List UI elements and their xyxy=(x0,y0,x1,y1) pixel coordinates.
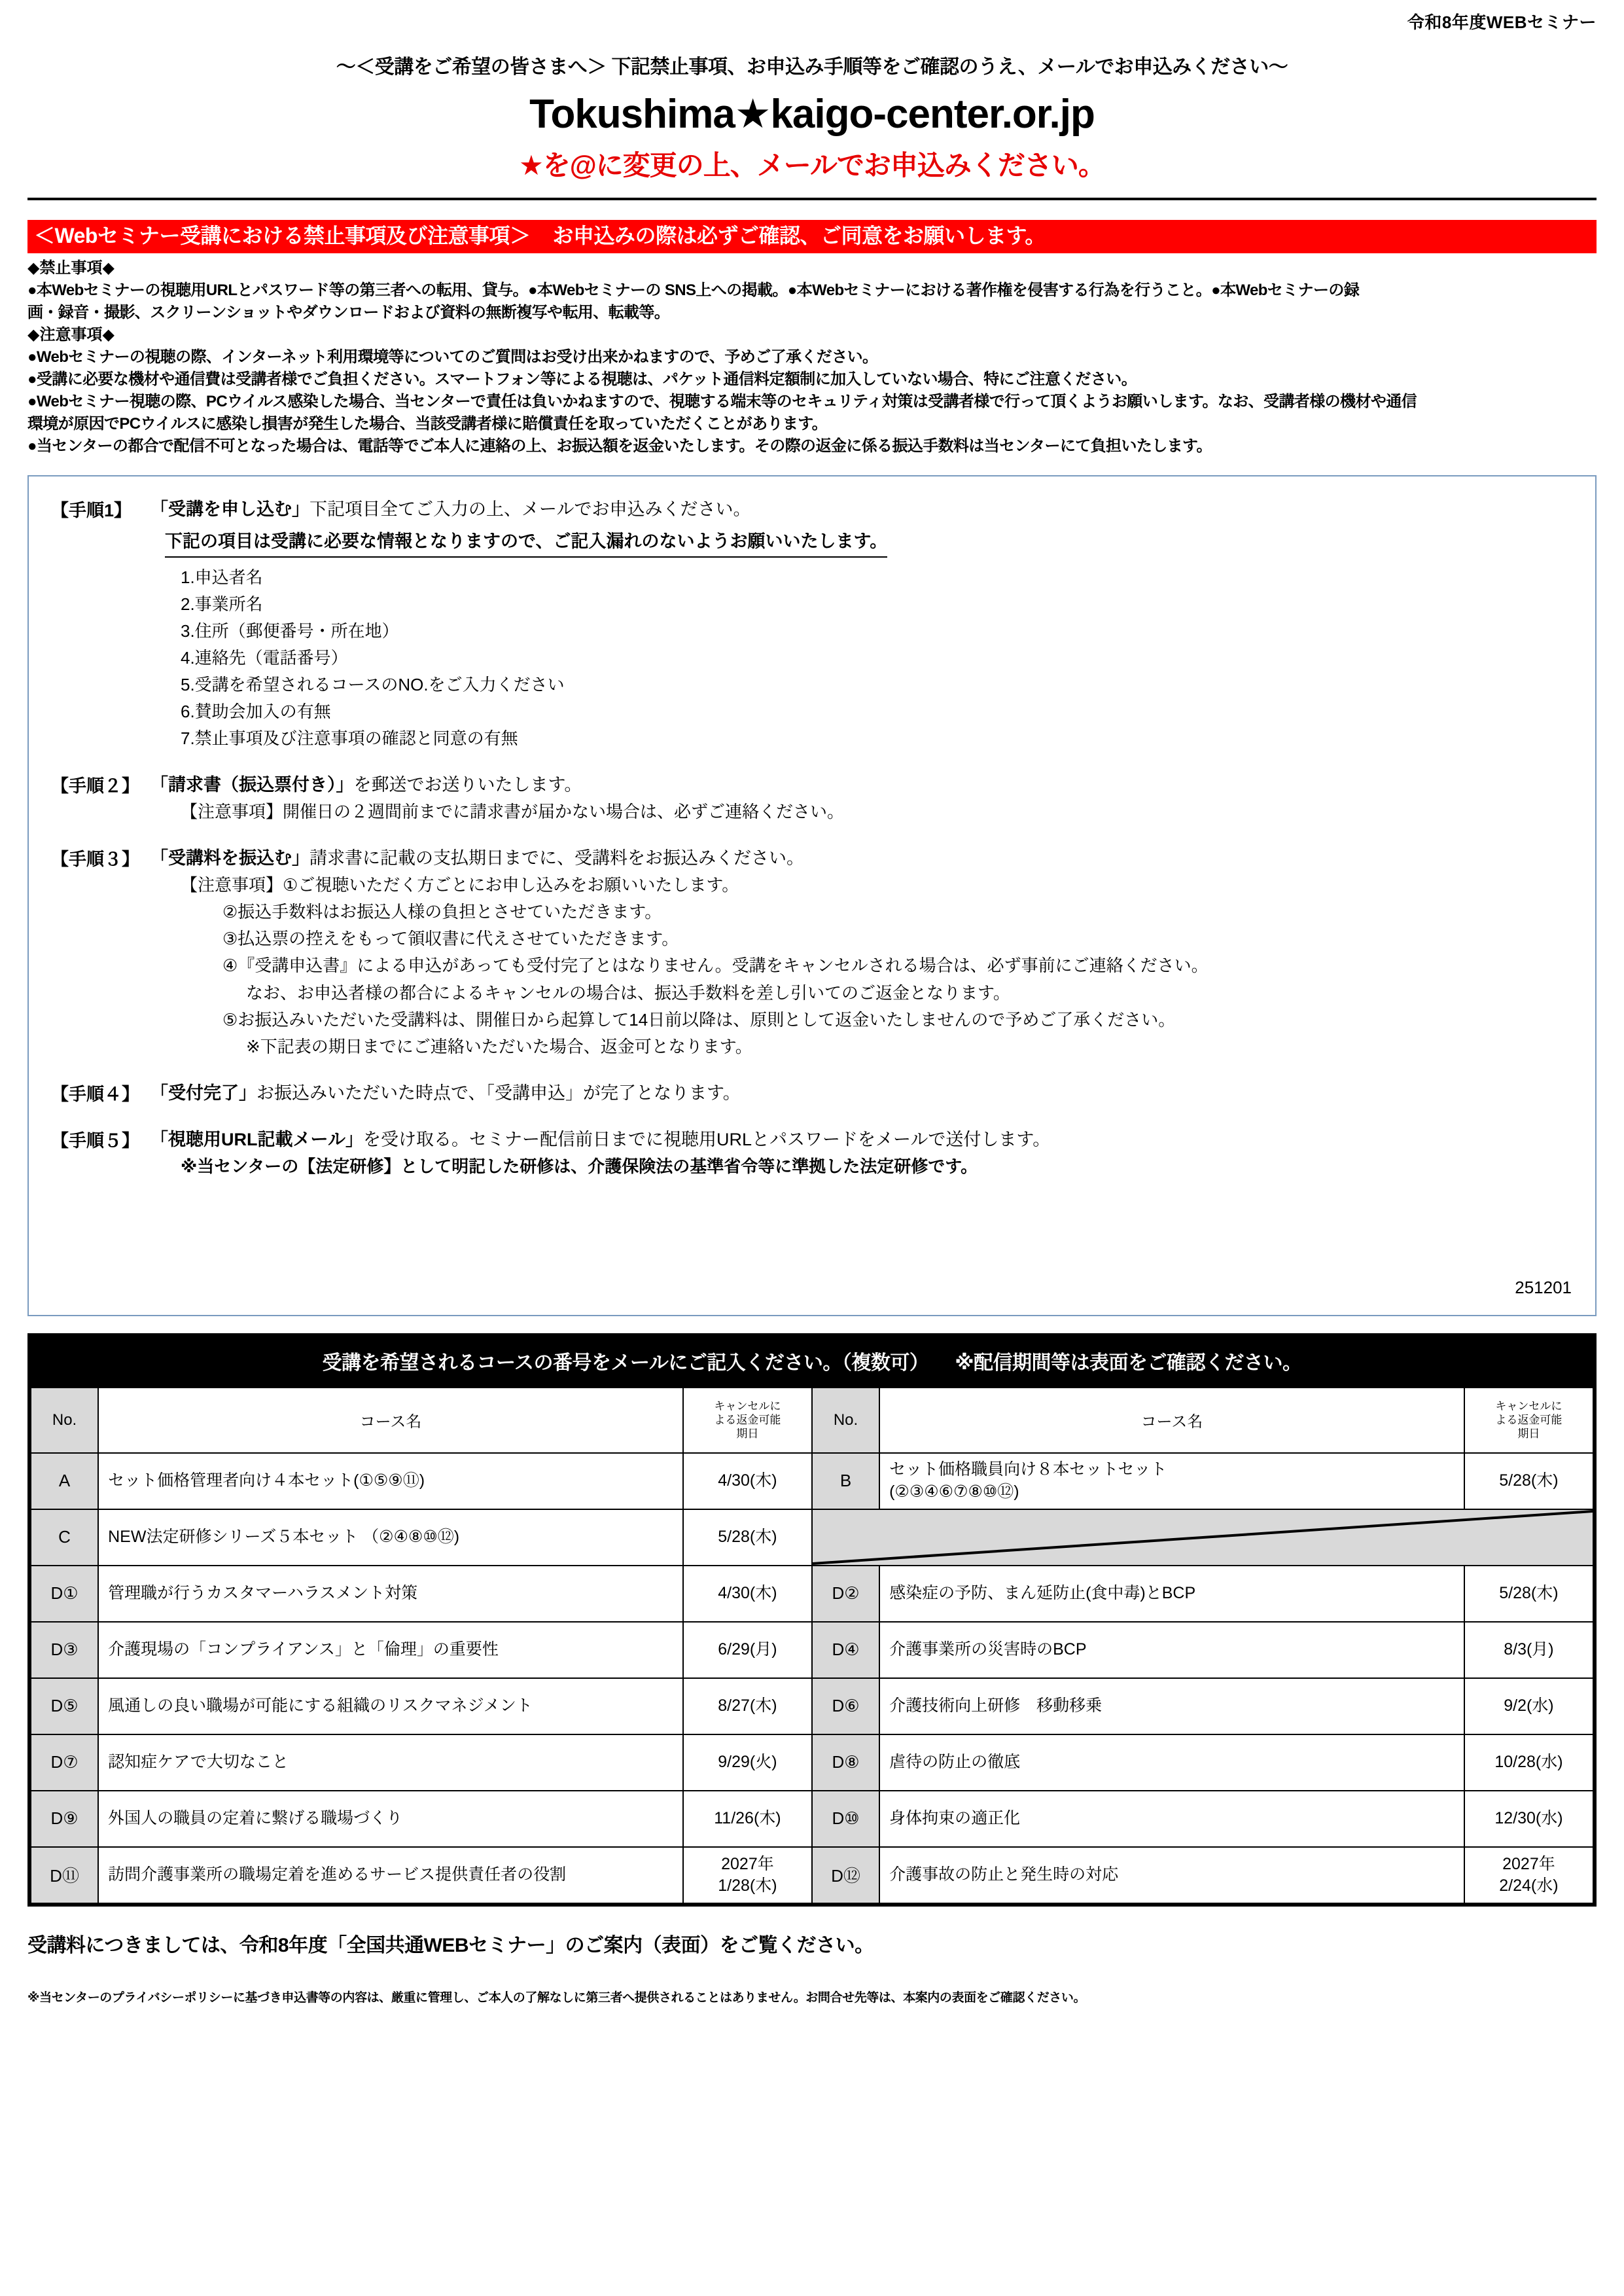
table-row xyxy=(31,1509,1593,1566)
step-3-note-5: ⑤お振込みいただいた受講料は、開催日から起算して14日前以降は、原則として返金いたしませんので予めご了承ください。 xyxy=(222,1009,1176,1030)
step-5-note: ※当センターの【法定研修】として明記した研修は、介護保険法の基準省令等に準拠した法定研修です。 xyxy=(181,1156,978,1176)
step-4-tag: 【手順４】 xyxy=(51,1084,139,1104)
row-3-right-no: D④ xyxy=(812,1622,879,1678)
step-1-tag: 【手順1】 xyxy=(51,500,132,520)
row-5-left-no: D⑦ xyxy=(31,1734,98,1791)
row-4-right-name: 介護技術向上研修 移動移乗 xyxy=(879,1678,1464,1734)
table-row xyxy=(31,1791,1593,1847)
row-7-right-no: D⑫ xyxy=(812,1847,879,1903)
row-5-right-date: 10/28(水) xyxy=(1464,1734,1593,1791)
header-date-right-line1: キャンセルに xyxy=(1495,1399,1562,1412)
prohibition-heading: ◆禁止事項◆ xyxy=(27,259,115,277)
row-0-left-date: 4/30(木) xyxy=(683,1453,812,1509)
diagonal-strikethrough-icon xyxy=(813,1510,1593,1565)
row-7-left-date xyxy=(683,1847,812,1903)
caution-line-1: ●Webセミナーの視聴の際、インターネット利用環境等についてのご質問はお受け出来かねますので、予めご了承ください。 xyxy=(27,348,878,367)
step-3-note-3: ③払込票の控えをもって領収書に代えさせていただきます。 xyxy=(222,929,679,949)
step-1-item-7: 7.禁止事項及び注意事項の確認と同意の有無 xyxy=(181,728,518,749)
step-4-title: 「受付完了」 xyxy=(150,1083,256,1103)
row-5-left-name: 認知症ケアで大切なこと xyxy=(98,1734,683,1791)
row-2-right-no: D② xyxy=(812,1566,879,1622)
step-2-desc: を郵送でお送りいたします。 xyxy=(353,775,582,795)
row-7-left-no: D⑪ xyxy=(31,1847,98,1903)
email-note: ★を@に変更の上、メールでお申込みください。 xyxy=(519,150,1105,181)
step-1-item-1: 1.申込者名 xyxy=(181,567,263,587)
row-4-right-date: 9/2(水) xyxy=(1464,1678,1593,1734)
step-2-title: 「請求書（振込票付き）」 xyxy=(150,775,354,795)
row-0-right-name xyxy=(879,1453,1464,1509)
row-0-left-no: A xyxy=(31,1453,98,1509)
row-7-right-date xyxy=(1464,1847,1593,1903)
course-table xyxy=(30,1387,1594,1904)
row-0-right-name-line2: (②③④⑥⑦⑧⑩⑫) xyxy=(889,1482,1019,1501)
document-code: 251201 xyxy=(1515,1277,1572,1297)
step-3-note-1: ①ご視聴いただく方ごとにお申し込みをお願いいたします。 xyxy=(283,875,739,895)
banner-left-text: ＜Webセミナー受講における禁止事項及び注意事項＞ xyxy=(34,224,531,247)
row-5-right-name: 虐待の防止の徹底 xyxy=(879,1734,1464,1791)
row-2-left-name: 管理職が行うカスタマーハラスメント対策 xyxy=(98,1566,683,1622)
header-date-right-line2: よる返金可能 xyxy=(1495,1413,1562,1426)
step-2-body xyxy=(150,772,1573,825)
step-5-tag: 【手順５】 xyxy=(51,1130,139,1151)
row-3-left-date: 6/29(月) xyxy=(683,1622,812,1678)
step-3-note-lead: 【注意事項】 xyxy=(181,875,283,895)
step-5 xyxy=(51,1126,1573,1180)
step-5-title: 「視聴用URL記載メール」 xyxy=(150,1129,363,1149)
caution-heading: ◆注意事項◆ xyxy=(27,326,115,344)
step-1-desc: 下記項目全てご入力の上、メールでお申込みください。 xyxy=(309,499,751,519)
table-row xyxy=(31,1566,1593,1622)
header-divider xyxy=(27,198,1597,200)
prohibition-banner xyxy=(27,220,1597,253)
step-3-note-row-1 xyxy=(181,872,1573,899)
header-date-right xyxy=(1464,1388,1593,1453)
row-6-right-name: 身体拘束の適正化 xyxy=(879,1791,1464,1847)
row-2-right-name: 感染症の予防、まん延防止(食中毒)とBCP xyxy=(879,1566,1464,1622)
row-7-left-date-line2: 1/28(木) xyxy=(718,1876,777,1895)
step-1 xyxy=(51,496,1573,753)
row-1-left-date: 5/28(木) xyxy=(683,1509,812,1566)
course-table-caption xyxy=(30,1336,1594,1387)
course-table-caption-main: 受講を希望されるコースの番号をメールにご記入ください。（複数可） xyxy=(322,1352,929,1374)
row-2-left-no: D① xyxy=(31,1566,98,1622)
header-name-right: コース名 xyxy=(879,1388,1464,1453)
row-4-left-date: 8/27(木) xyxy=(683,1678,812,1734)
step-3-note-2: ②振込手数料はお振込人様の負担とさせていただきます。 xyxy=(222,902,662,922)
row-1-left-name: NEW法定研修シリーズ５本セット （②④⑧⑩⑫) xyxy=(98,1509,683,1566)
step-1-item-4: 4.連絡先（電話番号） xyxy=(181,647,348,668)
row-7-left-date-line1: 2027年 xyxy=(721,1855,774,1873)
row-4-right-no: D⑥ xyxy=(812,1678,879,1734)
email-address: Tokushima★kaigo-center.or.jp xyxy=(529,92,1095,137)
row-2-left-date: 4/30(木) xyxy=(683,1566,812,1622)
lead-text: ～＜受講をご希望の皆さまへ＞ 下記禁止事項、お申込み手順等をご確認のうえ、メールでお申込みください～ xyxy=(336,56,1288,78)
notes-section xyxy=(27,257,1597,458)
row-5-left-date: 9/29(火) xyxy=(683,1734,812,1791)
caution-line-2: ●受講に必要な機材や通信費は受講者様でご負担ください。スマートフォン等による視聴は、パケット通信料定額制に加入していない場合、特にご注意ください。 xyxy=(27,370,1137,389)
caution-line-5: ●当センターの都合で配信不可となった場合は、電話等でご本人に連絡の上、お振込額を返金いたします。その際の返金に係る振込手数料は当センターにて負担いたします。 xyxy=(27,437,1212,456)
step-2 xyxy=(51,772,1573,825)
step-3-body xyxy=(150,845,1573,1060)
header-no-right: No. xyxy=(812,1388,879,1453)
step-3-note-4: ④『受講申込書』による申込があっても受付完了とはなりません。受講をキャンセルされる場合は、必ず事前にご連絡ください。 xyxy=(222,956,1209,976)
table-row xyxy=(31,1847,1593,1903)
row-3-left-name: 介護現場の「コンプライアンス」と「倫理」の重要性 xyxy=(98,1622,683,1678)
row-0-right-name-line1: セット価格職員向け８本セットセット xyxy=(889,1460,1167,1479)
table-row xyxy=(31,1734,1593,1791)
step-5-desc: を受け取る。セミナー配信前日までに視聴用URLとパスワードをメールで送付します。 xyxy=(362,1129,1051,1149)
row-3-right-date: 8/3(月) xyxy=(1464,1622,1593,1678)
row-0-right-no: B xyxy=(812,1453,879,1509)
row-6-left-no: D⑨ xyxy=(31,1791,98,1847)
header-name-left: コース名 xyxy=(98,1388,683,1453)
step-4-desc: お振込みいただいた時点で、「受講申込」が完了となります。 xyxy=(256,1083,741,1103)
row-7-right-date-line1: 2027年 xyxy=(1502,1855,1555,1873)
row-6-left-date: 11/26(木) xyxy=(683,1791,812,1847)
row-7-right-date-line2: 2/24(水) xyxy=(1499,1876,1559,1895)
row-6-right-no: D⑩ xyxy=(812,1791,879,1847)
step-3-title: 「受講料を振込む」 xyxy=(150,848,309,869)
step-3-desc: 請求書に記載の支払期日までに、受講料をお振込みください。 xyxy=(309,848,804,869)
step-1-title: 「受講を申し込む」 xyxy=(150,499,309,519)
step-1-body xyxy=(150,496,1573,753)
header-date-left-line1: キャンセルに xyxy=(714,1399,781,1412)
row-5-right-no: D⑧ xyxy=(812,1734,879,1791)
row-2-right-date: 5/28(木) xyxy=(1464,1566,1593,1622)
footer-privacy-note: ※当センターのプライバシーポリシーに基づき申込書等の内容は、厳重に管理し、ご本人の了解なしに第三者へ提供されることはありません。お問合せ先等は、本案内の表面をご確認ください。 xyxy=(27,1990,1086,2005)
step-5-body xyxy=(150,1126,1573,1180)
header-date-right-line3: 期日 xyxy=(1517,1427,1540,1441)
caution-line-4: 環境が原因でPCウイルスに感染し損害が発生した場合、当該受講者様に賠償責任を取っていただくことがあります。 xyxy=(27,415,828,433)
header-date-left-line3: 期日 xyxy=(736,1427,759,1441)
row-1-left-no: C xyxy=(31,1509,98,1566)
caution-line-3: ●Webセミナー視聴の際、PCウイルス感染した場合、当センターで責任は負いかねますので、視聴する端末等のセキュリティ対策は受講者様で行って頂くようお願いします。なお、受講者様の機材や通信 xyxy=(27,393,1417,411)
footer-main-text: 受講料につきましては、令和8年度「全国共通WEBセミナー」のご案内（表面）をご覧ください。 xyxy=(27,1934,874,1956)
row-4-left-no: D⑤ xyxy=(31,1678,98,1734)
row-6-right-date: 12/30(水) xyxy=(1464,1791,1593,1847)
header-date-left-line2: よる返金可能 xyxy=(714,1413,781,1426)
step-1-item-5: 5.受講を希望されるコースのNO.をご入力ください xyxy=(181,674,565,694)
prohibition-line-2: 画・録音・撮影、スクリーンショットやダウンロードおよび資料の無断複写や転用、転載等。 xyxy=(27,303,670,321)
fiscal-year-label: 令和8年度WEBセミナー xyxy=(1407,12,1597,32)
row-3-left-no: D③ xyxy=(31,1622,98,1678)
row-6-left-name: 外国人の職員の定着に繋げる職場づくり xyxy=(98,1791,683,1847)
step-3-note-4b: なお、お申込者様の都合によるキャンセルの場合は、振込手数料を差し引いてのご返金となります。 xyxy=(246,982,1010,1003)
application-steps-box xyxy=(27,475,1597,1316)
row-7-right-name: 介護事故の防止と発生時の対応 xyxy=(879,1847,1464,1903)
row-0-left-name: セット価格管理者向け４本セット(①⑤⑨⑪) xyxy=(98,1453,683,1509)
step-3 xyxy=(51,845,1573,1060)
row-4-left-name: 風通しの良い職場が可能にする組織のリスクマネジメント xyxy=(98,1678,683,1734)
course-table-caption-note: ※配信期間等は表面をご確認ください。 xyxy=(955,1352,1302,1374)
step-2-note: 【注意事項】開催日の２週間前までに請求書が届かない場合は、必ずご連絡ください。 xyxy=(181,802,845,822)
header-date-left xyxy=(683,1388,812,1453)
row-1-right-empty-cell xyxy=(812,1509,1593,1566)
course-table-header-row xyxy=(31,1388,1593,1453)
step-1-underlined-note: 下記の項目は受講に必要な情報となりますので、ご記入漏れのないようお願いいたします。 xyxy=(165,528,887,558)
row-7-left-name: 訪問介護事業所の職場定着を進めるサービス提供責任者の役割 xyxy=(98,1847,683,1903)
prohibition-line-1: ●本Webセミナーの視聴用URLとパスワード等の第三者への転用、貸与。●本Webセミナーの SNS上への掲載。●本Webセミナーにおける著作権を侵害する行為を行うこと。●本Webセミナーの録 xyxy=(27,281,1360,299)
row-3-right-name: 介護事業所の災害時のBCP xyxy=(879,1622,1464,1678)
header-no-left: No. xyxy=(31,1388,98,1453)
step-1-item-2: 2.事業所名 xyxy=(181,594,263,614)
table-row xyxy=(31,1678,1593,1734)
table-row xyxy=(31,1622,1593,1678)
course-table-wrapper xyxy=(27,1333,1597,1907)
step-1-item-6: 6.賛助会加入の有無 xyxy=(181,701,331,721)
step-4-body xyxy=(150,1080,1573,1107)
step-3-note-5b: ※下記表の期日までにご連絡いただいた場合、返金可となります。 xyxy=(246,1036,752,1056)
step-2-tag: 【手順２】 xyxy=(51,776,139,797)
banner-right-text: お申込みの際は必ずご確認、ご同意をお願いします。 xyxy=(552,224,1046,247)
step-3-tag: 【手順３】 xyxy=(51,850,139,870)
table-row xyxy=(31,1453,1593,1509)
step-4 xyxy=(51,1080,1573,1107)
step-1-item-3: 3.住所（郵便番号・所在地） xyxy=(181,620,399,641)
row-0-right-date: 5/28(木) xyxy=(1464,1453,1593,1509)
